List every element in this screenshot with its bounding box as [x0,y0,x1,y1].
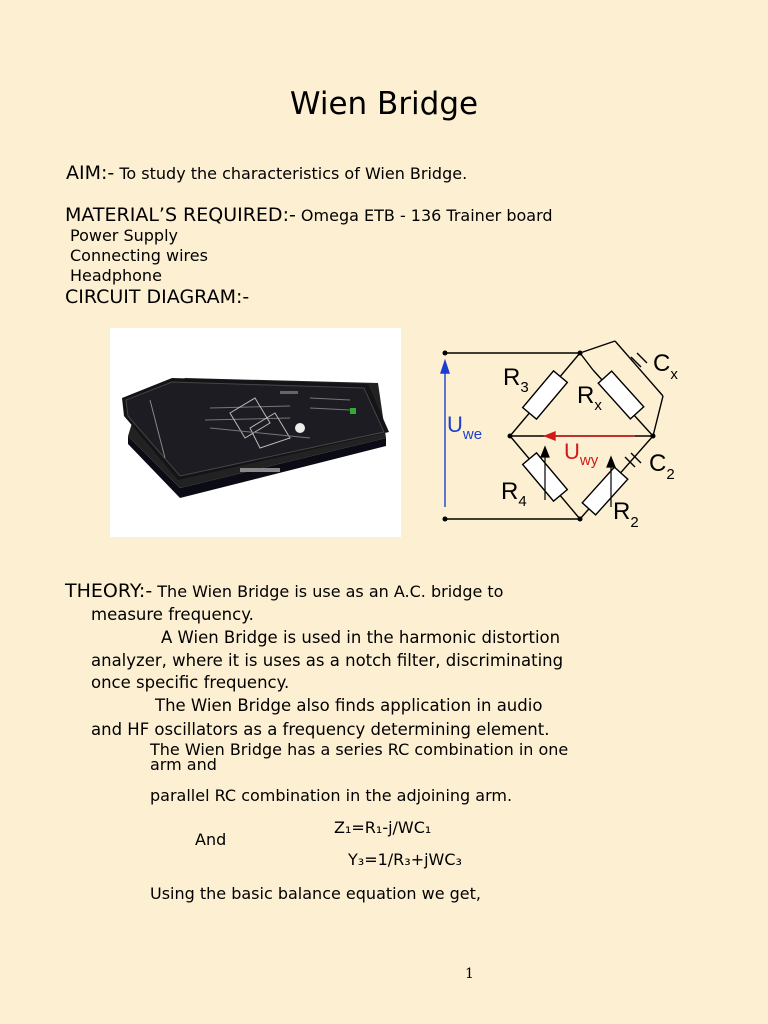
materials-item: Connecting wires [70,246,208,265]
theory-line: analyzer, where it is uses as a notch filter, discriminating [91,651,564,670]
svg-text:C2 [649,450,675,483]
r4-label: R [501,478,519,505]
equation-z1: Z₁=R₁-j/WC₁ [334,818,432,837]
theory-line: The Wien Bridge has a series RC combination in one [150,740,569,759]
trainer-board-photo [110,328,401,537]
theory-first-line [65,580,503,602]
svg-text:R2 [613,498,639,531]
r4-sub: 4 [518,493,527,510]
c2-sub: 2 [666,466,675,483]
theory-line: once specific frequency. [91,673,290,692]
r2-sub: 2 [630,514,639,531]
uwe-sub: we [462,426,483,443]
uwe-label: U [447,412,463,437]
materials-line [65,204,553,226]
theory-line: parallel RC combination in the adjoining arm. [150,786,513,805]
svg-text:R4 [501,478,527,510]
aim-line [66,162,467,184]
theory-line: The Wien Bridge is use as an A.C. bridge to [157,582,504,601]
c2-label: C [649,450,667,477]
svg-text:Uwy [564,439,599,469]
theory-line: The Wien Bridge also finds application in audio [155,696,543,715]
svg-text:Rx [577,382,602,414]
r2-label: R [613,498,631,525]
and-text: And [195,830,227,849]
circuit-heading: CIRCUIT DIAGRAM:- [65,286,250,308]
materials-label: MATERIAL’S REQUIRED:- [65,204,296,226]
theory-label: THEORY:- [65,580,153,602]
theory-line: A Wien Bridge is used in the harmonic distortion [161,628,561,647]
page-number: 1 [465,966,474,982]
svg-text:Cx [653,350,678,383]
svg-text:Uwe [447,412,482,443]
r3-label: R [503,364,521,391]
equation-y3: Y₃=1/R₃+jWC₃ [348,850,462,869]
rx-label: R [577,382,595,409]
theory-line: measure frequency. [91,605,254,624]
uwy-sub: wy [579,452,599,469]
page-title: Wien Bridge [289,86,479,122]
rx-sub: x [594,397,602,414]
materials-first: Omega ETB - 136 Trainer board [300,206,553,225]
uwy-label: U [564,439,580,464]
r3-sub: 3 [520,379,529,396]
materials-item: Headphone [70,266,162,285]
aim-text: To study the characteristics of Wien Bridge. [119,164,468,183]
theory-line: and HF oscillators as a frequency determining element. [91,720,550,739]
svg-text:R3 [503,364,529,396]
cx-sub: x [670,366,678,383]
wien-bridge-circuit-diagram [435,335,695,535]
aim-label: AIM:- [66,162,115,184]
materials-item: Power Supply [70,226,178,245]
theory-line: arm and [150,755,217,774]
balance-text: Using the basic balance equation we get, [150,884,481,903]
cx-label: C [653,350,671,377]
